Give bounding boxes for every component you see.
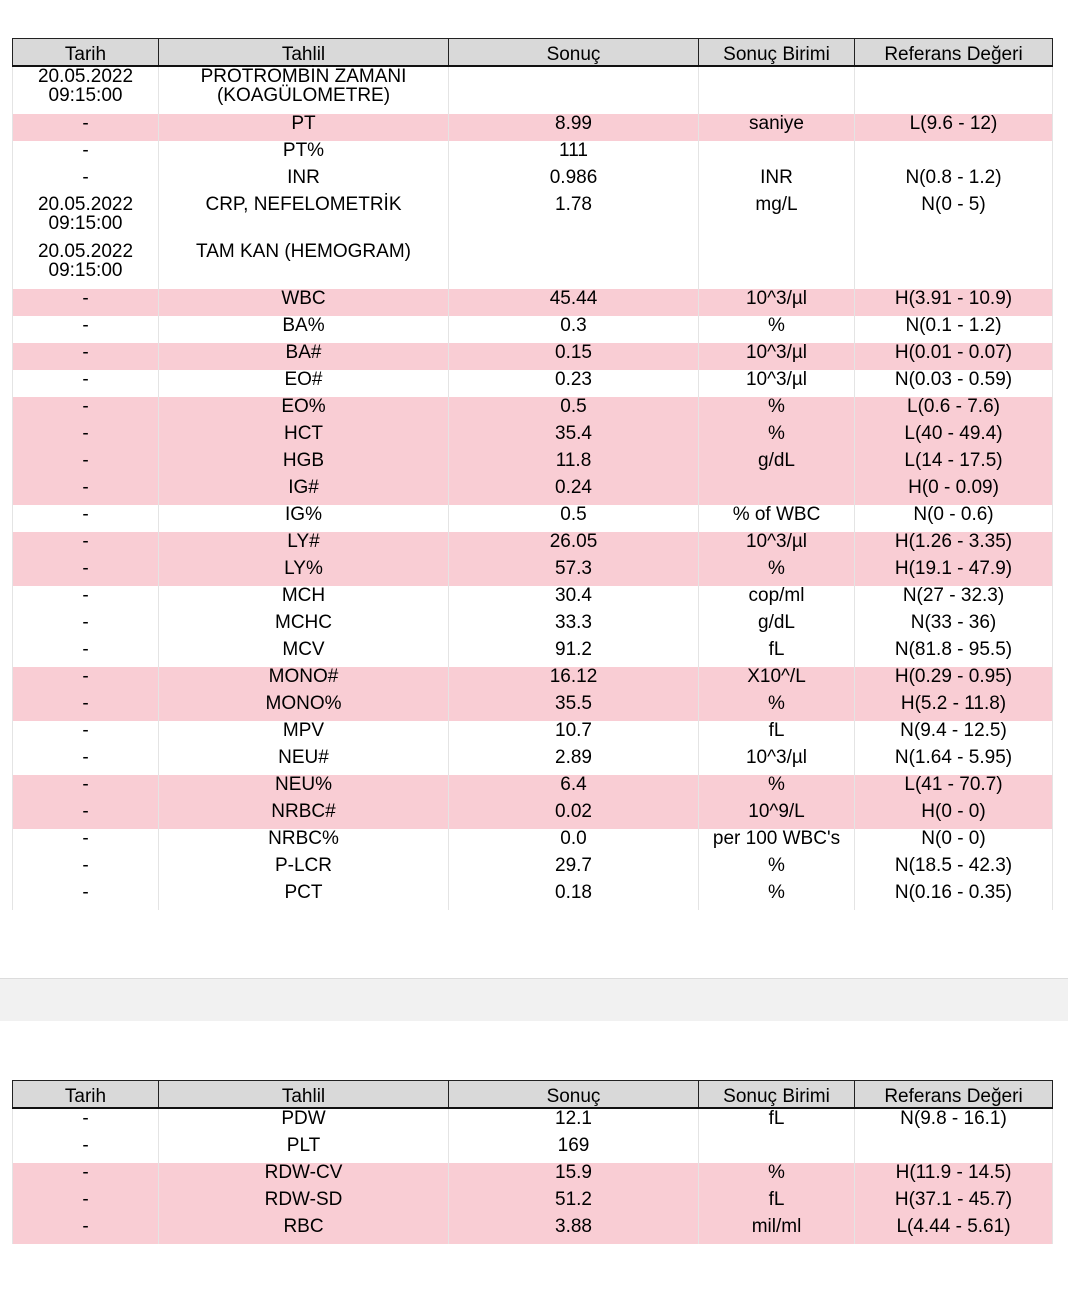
table-row bbox=[13, 66, 1053, 114]
table-row bbox=[13, 721, 1053, 748]
cell-referans bbox=[855, 242, 1053, 289]
cell-tarih bbox=[13, 195, 159, 242]
table-row bbox=[13, 1163, 1053, 1190]
cell-tahlil: HCT bbox=[159, 424, 449, 451]
cell-tahlil: HGB bbox=[159, 451, 449, 478]
cell-tarih: - bbox=[13, 640, 159, 667]
cell-birim: 10^3/µl bbox=[699, 748, 855, 775]
cell-tarih: - bbox=[13, 1163, 159, 1190]
cell-birim: cop/ml bbox=[699, 586, 855, 613]
cell-referans: N(0 - 0) bbox=[855, 829, 1053, 856]
table-row bbox=[13, 168, 1053, 195]
cell-tarih-date: 20.05.2022 bbox=[37, 66, 134, 87]
cell-birim: % bbox=[699, 856, 855, 883]
table-header-row bbox=[13, 39, 1053, 67]
cell-sonuc: 0.5 bbox=[449, 505, 699, 532]
cell-birim: 10^3/µl bbox=[699, 532, 855, 559]
cell-referans: N(0.16 - 0.35) bbox=[855, 883, 1053, 910]
cell-birim: % of WBC bbox=[699, 505, 855, 532]
report-page-2 bbox=[0, 1021, 1068, 1302]
cell-sonuc: 35.5 bbox=[449, 694, 699, 721]
page-separator bbox=[0, 978, 1068, 1022]
cell-birim: X10^/L bbox=[699, 667, 855, 694]
cell-tarih: - bbox=[13, 316, 159, 343]
table-row bbox=[13, 195, 1053, 242]
column-header-referans: Referans Değeri bbox=[855, 1081, 1053, 1109]
cell-tahlil: NEU# bbox=[159, 748, 449, 775]
table-row bbox=[13, 478, 1053, 505]
cell-birim: % bbox=[699, 397, 855, 424]
results-table-page-2 bbox=[12, 1080, 1053, 1244]
cell-tarih: - bbox=[13, 856, 159, 883]
cell-sonuc: 91.2 bbox=[449, 640, 699, 667]
cell-tarih: - bbox=[13, 559, 159, 586]
cell-birim: % bbox=[699, 775, 855, 802]
cell-birim: % bbox=[699, 883, 855, 910]
table-row bbox=[13, 505, 1053, 532]
cell-birim: fL bbox=[699, 721, 855, 748]
cell-sonuc: 26.05 bbox=[449, 532, 699, 559]
cell-referans: H(0.29 - 0.95) bbox=[855, 667, 1053, 694]
cell-birim: % bbox=[699, 316, 855, 343]
table-body-page-1 bbox=[13, 66, 1053, 910]
column-header-referans: Referans Değeri bbox=[855, 39, 1053, 67]
cell-tarih: - bbox=[13, 1108, 159, 1136]
cell-tahlil: PLT bbox=[159, 1136, 449, 1163]
table-row bbox=[13, 829, 1053, 856]
cell-tahlil: NRBC# bbox=[159, 802, 449, 829]
cell-sonuc: 35.4 bbox=[449, 424, 699, 451]
cell-birim: g/dL bbox=[699, 613, 855, 640]
table-header-row bbox=[13, 1081, 1053, 1109]
cell-birim bbox=[699, 1136, 855, 1163]
table-row bbox=[13, 1190, 1053, 1217]
cell-tahlil: MPV bbox=[159, 721, 449, 748]
cell-tahlil: IG# bbox=[159, 478, 449, 505]
cell-tahlil: MONO# bbox=[159, 667, 449, 694]
cell-referans: H(37.1 - 45.7) bbox=[855, 1190, 1053, 1217]
table-row bbox=[13, 775, 1053, 802]
cell-sonuc: 0.0 bbox=[449, 829, 699, 856]
cell-referans: N(0.1 - 1.2) bbox=[855, 316, 1053, 343]
table-row bbox=[13, 451, 1053, 478]
table-row bbox=[13, 289, 1053, 316]
table-row bbox=[13, 640, 1053, 667]
cell-sonuc bbox=[449, 242, 699, 289]
cell-tarih-time: 09:15:00 bbox=[48, 213, 123, 234]
cell-tahlil: PT bbox=[159, 114, 449, 141]
cell-sonuc: 0.18 bbox=[449, 883, 699, 910]
column-header-sonuc: Sonuç bbox=[449, 39, 699, 67]
cell-sonuc bbox=[449, 66, 699, 114]
cell-birim bbox=[699, 141, 855, 168]
cell-referans: H(1.26 - 3.35) bbox=[855, 532, 1053, 559]
cell-birim: g/dL bbox=[699, 451, 855, 478]
cell-tarih: - bbox=[13, 721, 159, 748]
cell-sonuc: 45.44 bbox=[449, 289, 699, 316]
cell-tahlil: MCH bbox=[159, 586, 449, 613]
cell-tarih bbox=[13, 66, 159, 114]
cell-sonuc: 2.89 bbox=[449, 748, 699, 775]
cell-sonuc: 111 bbox=[449, 141, 699, 168]
table-row bbox=[13, 1217, 1053, 1244]
cell-tarih bbox=[13, 242, 159, 289]
cell-birim: % bbox=[699, 1163, 855, 1190]
table-row bbox=[13, 532, 1053, 559]
cell-tarih: - bbox=[13, 1136, 159, 1163]
cell-tahlil: BA# bbox=[159, 343, 449, 370]
cell-tarih: - bbox=[13, 775, 159, 802]
cell-referans: L(41 - 70.7) bbox=[855, 775, 1053, 802]
cell-birim bbox=[699, 66, 855, 114]
cell-sonuc: 51.2 bbox=[449, 1190, 699, 1217]
cell-sonuc: 6.4 bbox=[449, 775, 699, 802]
cell-sonuc: 11.8 bbox=[449, 451, 699, 478]
cell-sonuc: 12.1 bbox=[449, 1108, 699, 1136]
cell-birim: mil/ml bbox=[699, 1217, 855, 1244]
cell-referans: N(9.8 - 16.1) bbox=[855, 1108, 1053, 1136]
cell-referans: N(81.8 - 95.5) bbox=[855, 640, 1053, 667]
cell-tarih: - bbox=[13, 667, 159, 694]
cell-tarih-time: 09:15:00 bbox=[48, 260, 123, 281]
cell-tahlil: NEU% bbox=[159, 775, 449, 802]
cell-tahlil: TAM KAN (HEMOGRAM) bbox=[159, 242, 449, 289]
cell-referans: N(27 - 32.3) bbox=[855, 586, 1053, 613]
cell-referans: N(0 - 0.6) bbox=[855, 505, 1053, 532]
cell-tahlil: RDW-SD bbox=[159, 1190, 449, 1217]
table-row bbox=[13, 242, 1053, 289]
cell-tarih: - bbox=[13, 505, 159, 532]
table-row bbox=[13, 694, 1053, 721]
cell-sonuc: 169 bbox=[449, 1136, 699, 1163]
cell-tahlil: LY% bbox=[159, 559, 449, 586]
cell-tahlil: WBC bbox=[159, 289, 449, 316]
cell-referans: N(0.03 - 0.59) bbox=[855, 370, 1053, 397]
cell-birim: per 100 WBC's bbox=[699, 829, 855, 856]
cell-sonuc: 0.5 bbox=[449, 397, 699, 424]
cell-tahlil: RBC bbox=[159, 1217, 449, 1244]
cell-tarih: - bbox=[13, 478, 159, 505]
table-row bbox=[13, 343, 1053, 370]
table-row bbox=[13, 667, 1053, 694]
cell-tahlil: MCV bbox=[159, 640, 449, 667]
cell-tahlil: BA% bbox=[159, 316, 449, 343]
cell-birim bbox=[699, 242, 855, 289]
cell-referans: L(14 - 17.5) bbox=[855, 451, 1053, 478]
column-header-tarih: Tarih bbox=[13, 39, 159, 67]
cell-tahlil: EO% bbox=[159, 397, 449, 424]
table-row bbox=[13, 114, 1053, 141]
cell-tahlil bbox=[159, 66, 449, 114]
cell-birim bbox=[699, 478, 855, 505]
cell-tarih: - bbox=[13, 748, 159, 775]
column-header-sonuc-birimi: Sonuç Birimi bbox=[699, 39, 855, 67]
cell-tarih: - bbox=[13, 802, 159, 829]
cell-tarih: - bbox=[13, 1190, 159, 1217]
cell-referans: N(33 - 36) bbox=[855, 613, 1053, 640]
cell-tarih: - bbox=[13, 141, 159, 168]
table-row bbox=[13, 370, 1053, 397]
cell-referans: N(18.5 - 42.3) bbox=[855, 856, 1053, 883]
cell-birim: % bbox=[699, 424, 855, 451]
cell-sonuc: 30.4 bbox=[449, 586, 699, 613]
cell-referans: L(40 - 49.4) bbox=[855, 424, 1053, 451]
table-row bbox=[13, 1136, 1053, 1163]
table-row bbox=[13, 883, 1053, 910]
cell-tarih: - bbox=[13, 370, 159, 397]
cell-sonuc: 0.15 bbox=[449, 343, 699, 370]
cell-sonuc: 8.99 bbox=[449, 114, 699, 141]
cell-sonuc: 10.7 bbox=[449, 721, 699, 748]
table-row bbox=[13, 397, 1053, 424]
cell-tahlil: NRBC% bbox=[159, 829, 449, 856]
cell-birim: 10^3/µl bbox=[699, 343, 855, 370]
cell-tarih: - bbox=[13, 397, 159, 424]
cell-birim: % bbox=[699, 694, 855, 721]
cell-referans bbox=[855, 141, 1053, 168]
cell-sonuc: 0.02 bbox=[449, 802, 699, 829]
cell-referans: H(11.9 - 14.5) bbox=[855, 1163, 1053, 1190]
cell-tahlil: RDW-CV bbox=[159, 1163, 449, 1190]
cell-tarih-time: 09:15:00 bbox=[48, 85, 123, 106]
cell-referans bbox=[855, 1136, 1053, 1163]
table-row bbox=[13, 141, 1053, 168]
cell-tarih: - bbox=[13, 586, 159, 613]
cell-tarih: - bbox=[13, 883, 159, 910]
table-row bbox=[13, 586, 1053, 613]
column-header-sonuc-birimi: Sonuç Birimi bbox=[699, 1081, 855, 1109]
cell-sonuc: 29.7 bbox=[449, 856, 699, 883]
cell-tahlil: PT% bbox=[159, 141, 449, 168]
results-table-page-1 bbox=[12, 38, 1053, 910]
cell-tahlil: LY# bbox=[159, 532, 449, 559]
cell-sonuc: 1.78 bbox=[449, 195, 699, 242]
cell-tarih-date: 20.05.2022 bbox=[37, 241, 134, 262]
cell-referans: H(5.2 - 11.8) bbox=[855, 694, 1053, 721]
cell-sonuc: 3.88 bbox=[449, 1217, 699, 1244]
cell-tarih: - bbox=[13, 613, 159, 640]
cell-sonuc: 15.9 bbox=[449, 1163, 699, 1190]
cell-tarih: - bbox=[13, 114, 159, 141]
cell-tahlil: P-LCR bbox=[159, 856, 449, 883]
cell-referans: N(0.8 - 1.2) bbox=[855, 168, 1053, 195]
cell-tarih: - bbox=[13, 694, 159, 721]
cell-sonuc: 0.24 bbox=[449, 478, 699, 505]
table-row bbox=[13, 424, 1053, 451]
cell-birim: INR bbox=[699, 168, 855, 195]
cell-tarih: - bbox=[13, 451, 159, 478]
table-row bbox=[13, 316, 1053, 343]
cell-referans: H(3.91 - 10.9) bbox=[855, 289, 1053, 316]
cell-tahlil: MONO% bbox=[159, 694, 449, 721]
cell-referans: H(0 - 0) bbox=[855, 802, 1053, 829]
cell-tahlil: INR bbox=[159, 168, 449, 195]
cell-birim: saniye bbox=[699, 114, 855, 141]
table-row bbox=[13, 748, 1053, 775]
cell-tarih: - bbox=[13, 343, 159, 370]
cell-tahlil: IG% bbox=[159, 505, 449, 532]
cell-referans bbox=[855, 66, 1053, 114]
cell-referans: H(19.1 - 47.9) bbox=[855, 559, 1053, 586]
cell-sonuc: 16.12 bbox=[449, 667, 699, 694]
cell-referans: L(9.6 - 12) bbox=[855, 114, 1053, 141]
cell-tarih: - bbox=[13, 424, 159, 451]
column-header-tahlil: Tahlil bbox=[159, 39, 449, 67]
cell-birim: 10^3/µl bbox=[699, 370, 855, 397]
cell-referans: N(0 - 5) bbox=[855, 195, 1053, 242]
cell-tahlil-line2: (KOAGÜLOMETRE) bbox=[216, 85, 391, 106]
cell-birim: fL bbox=[699, 1190, 855, 1217]
cell-referans: N(1.64 - 5.95) bbox=[855, 748, 1053, 775]
cell-sonuc: 0.23 bbox=[449, 370, 699, 397]
cell-tahlil: CRP, NEFELOMETRİK bbox=[159, 195, 449, 242]
cell-tarih: - bbox=[13, 289, 159, 316]
column-header-tahlil: Tahlil bbox=[159, 1081, 449, 1109]
cell-tarih: - bbox=[13, 532, 159, 559]
cell-birim: % bbox=[699, 559, 855, 586]
cell-sonuc: 33.3 bbox=[449, 613, 699, 640]
cell-birim: 10^3/µl bbox=[699, 289, 855, 316]
cell-tahlil: MCHC bbox=[159, 613, 449, 640]
cell-sonuc: 57.3 bbox=[449, 559, 699, 586]
column-header-tarih: Tarih bbox=[13, 1081, 159, 1109]
cell-tahlil: PCT bbox=[159, 883, 449, 910]
table-row bbox=[13, 802, 1053, 829]
cell-tarih: - bbox=[13, 829, 159, 856]
cell-tarih: - bbox=[13, 1217, 159, 1244]
cell-referans: L(0.6 - 7.6) bbox=[855, 397, 1053, 424]
table-body-page-2 bbox=[13, 1108, 1053, 1244]
cell-tarih: - bbox=[13, 168, 159, 195]
cell-sonuc: 0.986 bbox=[449, 168, 699, 195]
cell-birim: 10^9/L bbox=[699, 802, 855, 829]
cell-birim: mg/L bbox=[699, 195, 855, 242]
cell-referans: H(0.01 - 0.07) bbox=[855, 343, 1053, 370]
cell-birim: fL bbox=[699, 1108, 855, 1136]
table-row bbox=[13, 613, 1053, 640]
cell-referans: H(0 - 0.09) bbox=[855, 478, 1053, 505]
column-header-sonuc: Sonuç bbox=[449, 1081, 699, 1109]
cell-birim: fL bbox=[699, 640, 855, 667]
cell-tahlil: PDW bbox=[159, 1108, 449, 1136]
table-row bbox=[13, 559, 1053, 586]
cell-sonuc: 0.3 bbox=[449, 316, 699, 343]
cell-tahlil-line1: PROTROMBİN ZAMANI bbox=[200, 66, 407, 87]
cell-referans: N(9.4 - 12.5) bbox=[855, 721, 1053, 748]
cell-referans: L(4.44 - 5.61) bbox=[855, 1217, 1053, 1244]
cell-tarih-date: 20.05.2022 bbox=[37, 194, 134, 215]
table-row bbox=[13, 856, 1053, 883]
table-row bbox=[13, 1108, 1053, 1136]
cell-tahlil: EO# bbox=[159, 370, 449, 397]
